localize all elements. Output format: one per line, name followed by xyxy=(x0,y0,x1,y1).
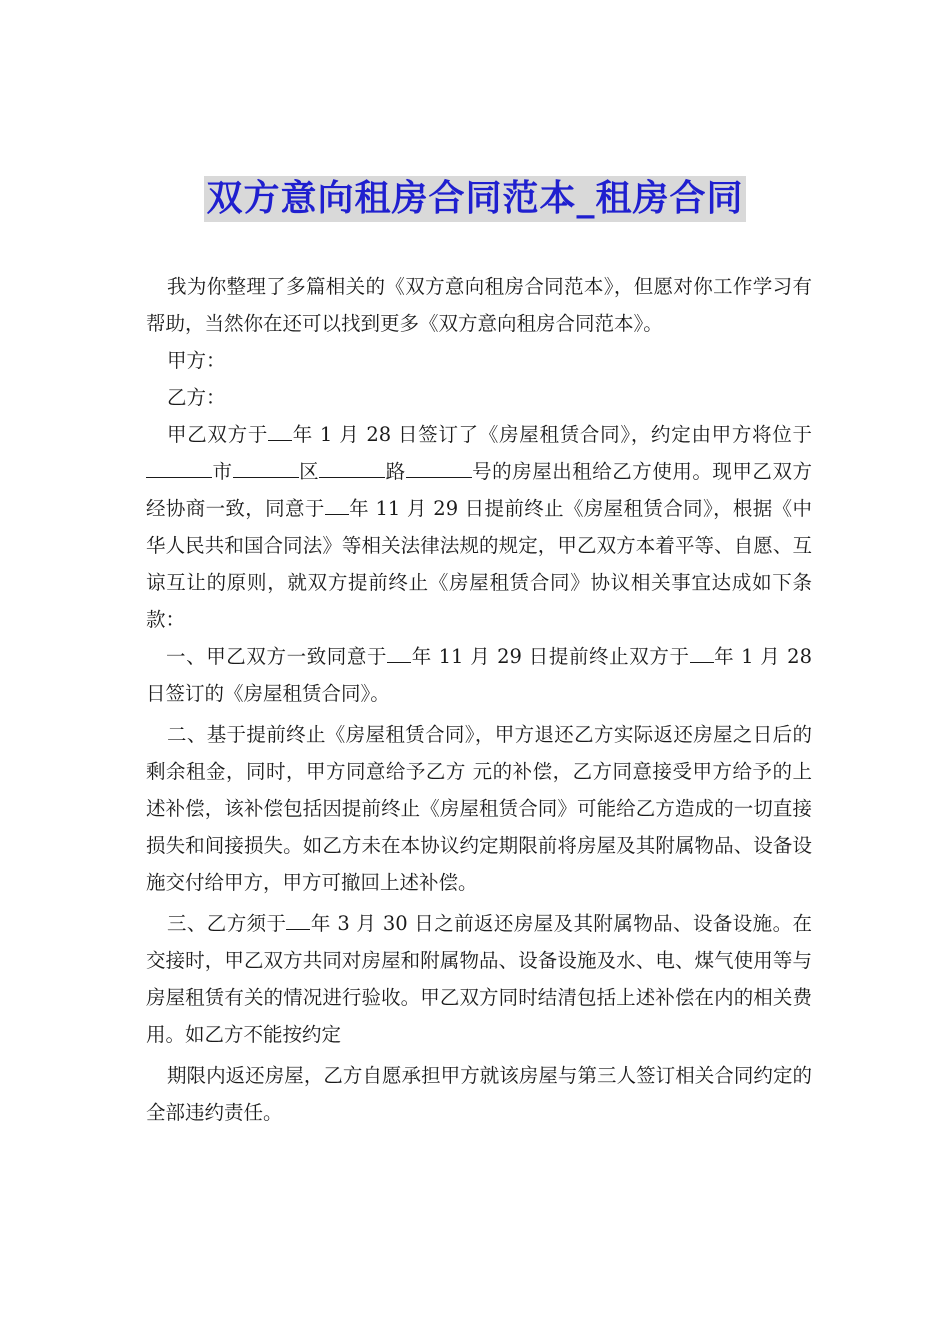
clause-3-paragraph xyxy=(146,905,812,1053)
preamble-text-7: 年 11 月 29 日提前终止《房屋租赁合同》，根据《中华人民共和国合同法》等相关法律法规的规定，甲乙双方本着平等、自愿、互谅互让的原则，就双方提前终止《房屋租赁合同》协议相关事宜达成如下条款： xyxy=(146,497,812,631)
blank-number-line xyxy=(406,457,472,478)
clause-1-text-2: 年 11 月 29 日提前终止双方于 xyxy=(411,645,690,668)
blank-city-line xyxy=(146,457,212,478)
clause-1-paragraph xyxy=(146,638,812,712)
preamble-text-5: 路 xyxy=(385,460,406,483)
clause-1-text-1: 一、甲乙双方一致同意于 xyxy=(166,645,388,668)
preamble-text-1: 甲乙双方于 xyxy=(167,423,269,446)
blank-district-line xyxy=(233,457,299,478)
clause-3-text-1: 三、乙方须于 xyxy=(167,912,287,935)
preamble-text-6: 号的房屋出租给乙方使用。现甲乙双方经协商一致，同意于 xyxy=(146,460,812,520)
blank-year-line xyxy=(268,420,292,441)
preamble-text-4: 区 xyxy=(298,460,320,483)
clause-2-paragraph: 二、基于提前终止《房屋租赁合同》，甲方退还乙方实际返还房屋之日后的剩余租金，同时，甲方同意给予乙方 元的补偿，乙方同意接受甲方给予的上述补偿，该补偿包括因提前终止《房屋租赁合同》可能给乙方造成的一切直接损失和间接损失。如乙方未在本协议约定期限前将房屋及其附属物品、设备设施交付给甲方，甲方可撤回上述补偿。 xyxy=(146,723,812,894)
preamble-text-3: 市 xyxy=(212,460,233,483)
preamble-paragraph xyxy=(146,416,812,638)
document-title: 双方意向租房合同范本_租房合同 xyxy=(204,176,745,222)
intro-paragraph: 我为你整理了多篇相关的《双方意向租房合同范本》，但愿对你工作学习有帮助，当然你在还可以找到更多《双方意向租房合同范本》。 xyxy=(146,275,812,335)
clause-3-continued-paragraph: 期限内返还房屋，乙方自愿承担甲方就该房屋与第三人签订相关合同约定的全部违约责任。 xyxy=(146,1064,812,1124)
blank-year-line xyxy=(325,494,349,515)
preamble-text-2: 年 1 月 28 日签订了《房屋租赁合同》，约定由甲方将位于 xyxy=(292,423,812,446)
blank-road-line xyxy=(319,457,385,478)
document-body xyxy=(146,268,812,1131)
blank-year-line xyxy=(690,642,714,663)
party-a-line: 甲方： xyxy=(167,349,226,372)
clause-1-text-3: 年 1 月 28 日签订的《房屋租赁合同》。 xyxy=(146,645,812,705)
title-container xyxy=(0,176,950,222)
clause-3-text-2: 年 3 月 30 日之前返还房屋及其附属物品、设备设施。在交接时，甲乙双方共同对房屋和附属物品、设备设施及水、电、煤气使用等与房屋租赁有关的情况进行验收。甲乙双方同时结清包括上述补偿在内的相关费用。如乙方不能按约定 xyxy=(146,912,812,1046)
party-b-line: 乙方： xyxy=(167,386,226,409)
blank-year-line xyxy=(286,909,310,930)
blank-year-line xyxy=(387,642,411,663)
